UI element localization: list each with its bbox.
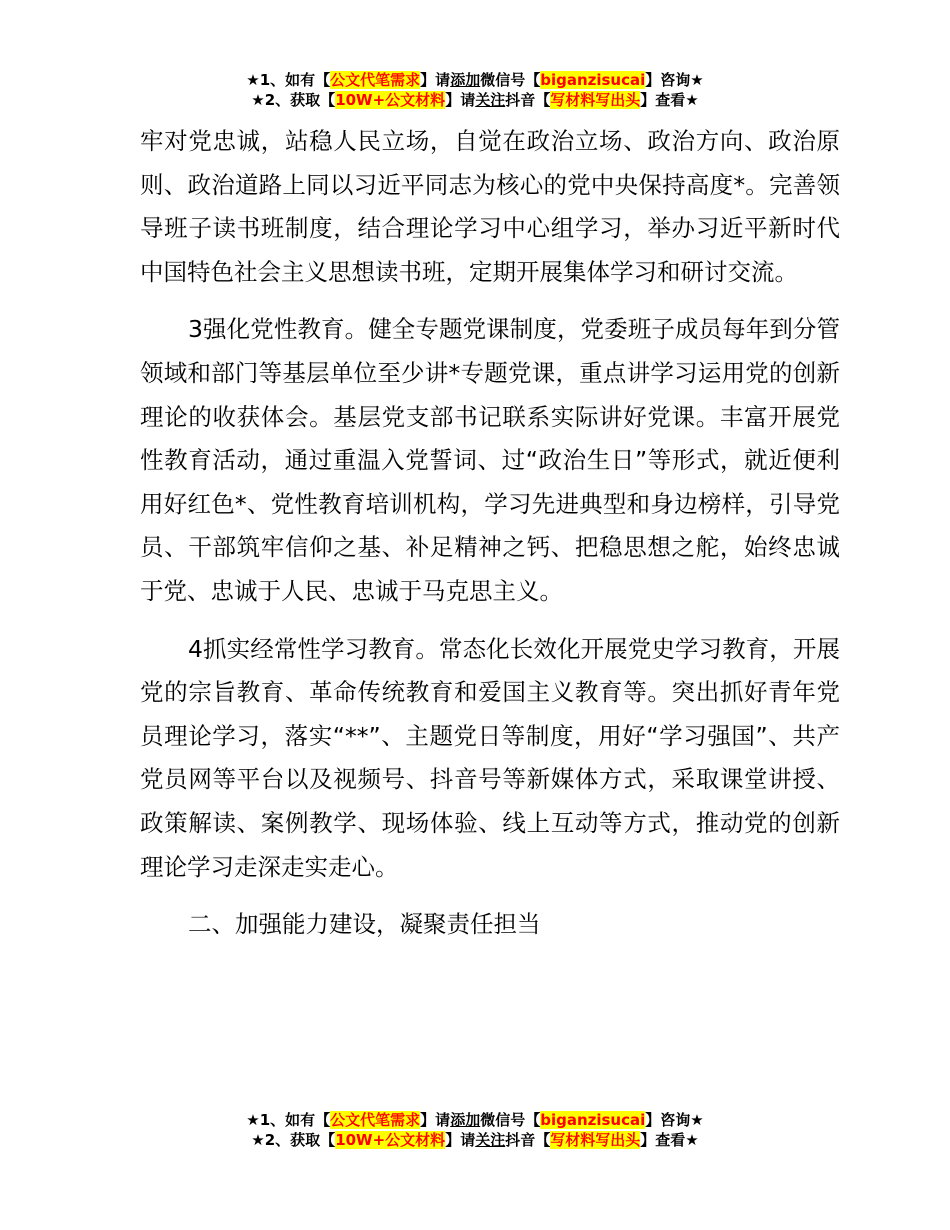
banner-text: 微信号【 bbox=[480, 1111, 541, 1129]
banner-text: ★2、获取【 bbox=[251, 91, 336, 109]
banner-highlight: 公文代笔需求 bbox=[330, 71, 421, 89]
paragraph: 3强化党性教育。健全专题党课制度，党委班子成员每年到分管领域和部门等基层单位至少讲*专题党课，重点讲学习运用党的创新理论的收获体会。基层党支部书记联系实际讲好党课。丰富开展党性教育活动，通过重温入党誓词、过“政治生日”等形式，就近便利用好红色*、党性教育培训机构，学习先进典型和身边榜样，引导党员、干部筑牢信仰之基、补足精神之钙、把稳思想之舵，始终忠诚于党、忠诚于人民、忠诚于马克思主义。 bbox=[140, 315, 840, 605]
banner-highlight: 公文代笔需求 bbox=[330, 1111, 421, 1129]
banner-line-1 bbox=[0, 1110, 950, 1130]
banner-text: 】请 bbox=[420, 71, 451, 89]
header-banner bbox=[0, 70, 950, 110]
banner-text: 】请 bbox=[445, 1131, 476, 1149]
banner-text: 】咨询★ bbox=[645, 71, 704, 89]
paragraph: 牢对党忠诚，站稳人民立场，自觉在政治立场、政治方向、政治原则、政治道路上同以习近平同志为核心的党中央保持高度*。完善领导班子读书班制度，结合理论学习中心组学习，举办习近平新时代中国特色社会主义思想读书班，定期开展集体学习和研讨交流。 bbox=[140, 127, 840, 286]
banner-text: 】查看★ bbox=[640, 91, 699, 109]
document-body bbox=[140, 120, 840, 947]
banner-text: 】请 bbox=[445, 91, 476, 109]
banner-highlight: 写材料写出头 bbox=[550, 91, 641, 109]
banner-text: 】咨询★ bbox=[645, 1111, 704, 1129]
banner-text: 】请 bbox=[420, 1111, 451, 1129]
banner-highlight: 写材料写出头 bbox=[550, 1131, 641, 1149]
banner-line-2 bbox=[0, 1130, 950, 1150]
banner-highlight: 10W+公文材料 bbox=[335, 1131, 446, 1149]
banner-text: ★2、获取【 bbox=[251, 1131, 336, 1149]
banner-text: 抖音【 bbox=[505, 1131, 551, 1149]
footer-banner bbox=[0, 1110, 950, 1150]
banner-highlight: biganzisucai bbox=[540, 1111, 646, 1129]
banner-highlight: biganzisucai bbox=[540, 71, 646, 89]
section-heading: 二、加强能力建设，凝聚责任担当 bbox=[188, 910, 541, 939]
banner-line-2 bbox=[0, 90, 950, 110]
banner-text: ★1、如有【 bbox=[246, 1111, 331, 1129]
banner-text: ★1、如有【 bbox=[246, 71, 331, 89]
banner-text: 抖音【 bbox=[505, 91, 551, 109]
banner-underline: 添加 bbox=[450, 1111, 481, 1129]
banner-highlight: 10W+公文材料 bbox=[335, 91, 446, 109]
banner-underline: 添加 bbox=[450, 71, 481, 89]
banner-underline: 关注 bbox=[475, 91, 506, 109]
banner-underline: 关注 bbox=[475, 1131, 506, 1149]
banner-text: 】查看★ bbox=[640, 1131, 699, 1149]
paragraph: 4抓实经常性学习教育。常态化长效化开展党史学习教育，开展党的宗旨教育、革命传统教育和爱国主义教育等。突出抓好青年党员理论学习，落实“**”、主题党日等制度，用好“学习强国”、共产党员网等平台以及视频号、抖音号等新媒体方式，采取课堂讲授、政策解读、案例教学、现场体验、线上互动等方式，推动党的创新理论学习走深走实走心。 bbox=[140, 634, 840, 881]
banner-line-1 bbox=[0, 70, 950, 90]
banner-text: 微信号【 bbox=[480, 71, 541, 89]
